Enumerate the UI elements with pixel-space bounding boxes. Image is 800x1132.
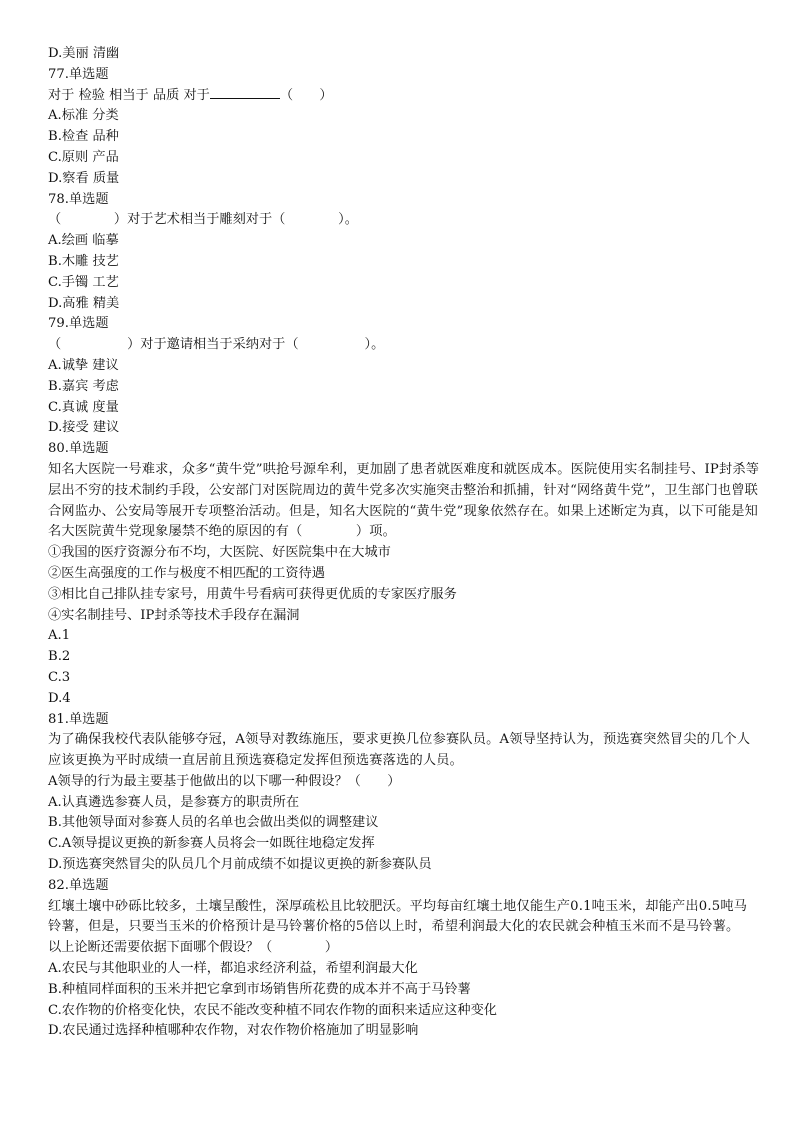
q82-option-c: C.农作物的价格变化快，农民不能改变种植不同农作物的面积来适应这种变化	[48, 1002, 497, 1018]
q81-option-c: C.A领导提议更换的新参赛人员将会一如既往地稳定发挥	[48, 836, 375, 852]
q77-answer-blank	[210, 86, 280, 99]
q82-stem: 红壤土壤中砂砾比较多，土壤呈酸性，深厚疏松且比较肥沃。平均每亩红壤土地仅能生产0.1吨玉米，却能产出0.5吨马铃薯，但是，只要当玉米的价格预计是马铃薯价格的5倍以上时，希望利润最大化的农民就会种植玉米而不是马铃薯。	[48, 898, 748, 935]
q82-header: 82.单选题	[48, 877, 109, 893]
q77-option-a: A.标准 分类	[48, 108, 119, 124]
q78-option-a: A.绘画 临摹	[48, 233, 119, 249]
q80-option-d: D.4	[48, 690, 71, 706]
q77-stem-text: 对于 检验 相当于 品质 对于	[48, 87, 210, 103]
q80-statement-3: ③相比自己排队挂专家号，用黄牛号看病可获得更优质的专家医疗服务	[48, 586, 457, 602]
q78-stem: （ ）对于艺术相当于雕刻对于（ ）。	[48, 212, 358, 228]
q79-option-b: B.嘉宾 考虑	[48, 378, 119, 394]
q82-question: 以上论断还需要依据下面哪个假设？（ ）	[48, 940, 339, 956]
q78-option-b: B.木雕 技艺	[48, 253, 119, 269]
q80-statement-1: ①我国的医疗资源分布不均，大医院、好医院集中在大城市	[48, 545, 391, 561]
q80-option-c: C.3	[48, 669, 71, 685]
q79-header: 79.单选题	[48, 316, 109, 332]
q77-option-c: C.原则 产品	[48, 149, 119, 165]
q79-stem: （ ）对于邀请相当于采纳对于（ ）。	[48, 337, 385, 353]
q80-statement-2: ②医生高强度的工作与极度不相匹配的工资待遇	[48, 565, 325, 581]
q81-option-b: B.其他领导面对参赛人员的名单也会做出类似的调整建议	[48, 815, 379, 831]
q81-stem: 为了确保我校代表队能够夺冠，A领导对教练施压，要求更换几位参赛队员。A领导坚持认为，预选赛突然冒尖的几个人应该更换为平时成绩一直居前且预选赛稳定发挥但预选赛落选的人员。	[48, 732, 751, 769]
q77-option-d: D.察看 质量	[48, 170, 120, 186]
q76-option-d: D.美丽 清幽	[48, 46, 120, 61]
q81-option-a: A.认真遴选参赛人员，是参赛方的职责所在	[48, 794, 300, 810]
q81-option-d: D.预选赛突然冒尖的队员几个月前成绩不如提议更换的新参赛队员	[48, 857, 432, 873]
q79-option-a: A.诚挚 建议	[48, 357, 119, 373]
q80-statement-4: ④实名制挂号、IP封杀等技术手段存在漏洞	[48, 607, 300, 623]
q79-option-c: C.真诚 度量	[48, 399, 119, 415]
q80-option-a: A.1	[48, 628, 71, 644]
q82-option-b: B.种植同样面积的玉米并把它拿到市场销售所花费的成本并不高于马铃薯	[48, 981, 471, 997]
q82-option-a: A.农民与其他职业的人一样，都追求经济利益，希望利润最大化	[48, 961, 418, 977]
q80-stem: 知名大医院一号难求，众多“黄牛党”哄抢号源牟利，更加剧了患者就医难度和就医成本。医院使用实名制挂号、IP封杀等层出不穷的技术制约手段，公安部门对医院周边的黄牛党多次实施突击整治和抓捕，针对“网络黄牛党”，卫生部门也曾联合网监办、公安局等展开专项整治活动。但是，知名大医院的“黄牛党”现象依然存在。如果上述断定为真，以下可能是知名大医院黄牛党现象屡禁不绝的原因的有（ ）项。	[48, 461, 760, 540]
q79-option-d: D.接受 建议	[48, 420, 120, 436]
q78-option-d: D.高雅 精美	[48, 295, 120, 311]
q77-stem	[48, 86, 760, 107]
q82-option-d: D.农民通过选择种植哪种农作物，对农作物价格施加了明显影响	[48, 1023, 419, 1039]
q81-question: A领导的行为最主要基于他做出的以下哪一种假设？（ ）	[48, 773, 401, 789]
q81-header: 81.单选题	[48, 711, 109, 727]
q77-header: 77.单选题	[48, 66, 109, 82]
q80-header: 80.单选题	[48, 441, 109, 457]
q77-option-b: B.检查 品种	[48, 129, 119, 145]
q77-stem-paren: （ ）	[279, 87, 333, 103]
q80-option-b: B.2	[48, 649, 71, 665]
q78-option-c: C.手镯 工艺	[48, 274, 119, 290]
q78-header: 78.单选题	[48, 191, 109, 207]
